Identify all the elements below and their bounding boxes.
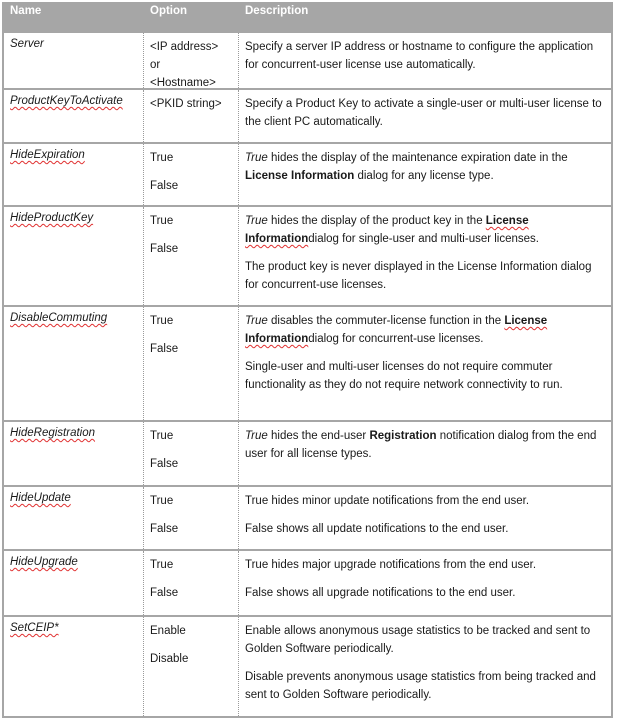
- description-cell: [238, 551, 611, 615]
- description-paragraph: [245, 584, 605, 602]
- description-text: notification dialog from the end user for all license types.: [245, 430, 597, 460]
- option-value: False: [150, 180, 179, 192]
- description-text: hides the display of the maintenance expiration date in the: [267, 152, 568, 164]
- option-value: False: [150, 458, 179, 470]
- option-values-cell: [143, 307, 238, 420]
- option-name: SetCEIP*: [10, 622, 59, 634]
- options-table: [2, 2, 613, 718]
- option-name: HideUpgrade: [10, 556, 78, 568]
- option-value: False: [150, 587, 179, 599]
- value-term: True: [245, 315, 268, 327]
- value-term: True: [245, 430, 268, 442]
- description-text: Single-user and multi-user licenses do not require commuter functionality as they do not require network connectivity to run.: [245, 361, 563, 391]
- option-values-cell: [143, 90, 238, 142]
- table-row: [4, 142, 611, 205]
- description-cell: [238, 422, 611, 485]
- description-paragraph: [245, 492, 605, 510]
- table-row: [4, 420, 611, 485]
- description-paragraph: [245, 95, 605, 131]
- option-name: Server: [10, 38, 44, 50]
- description-paragraph: [245, 258, 605, 294]
- table-row: [4, 205, 611, 305]
- description-cell: [238, 617, 611, 716]
- description-cell: [238, 33, 611, 88]
- option-name-cell: [4, 422, 143, 485]
- option-value: Enable: [150, 625, 186, 637]
- description-paragraph: [245, 668, 605, 704]
- option-value: False: [150, 343, 179, 355]
- description-paragraph: [245, 149, 605, 185]
- table-row: [4, 615, 611, 716]
- option-name: ProductKeyToActivate: [10, 95, 123, 107]
- option-value: True: [150, 430, 174, 442]
- option-name: HideUpdate: [10, 492, 71, 504]
- description-text: False shows all update notifications to the end user.: [245, 523, 509, 535]
- description-text: Specify a Product Key to activate a single-user or multi-user license to the client PC automatically.: [245, 98, 602, 128]
- option-value: <Hostname>: [150, 77, 216, 89]
- description-cell: [238, 90, 611, 142]
- option-value: or: [150, 59, 161, 71]
- option-value: True: [150, 315, 174, 327]
- option-value: True: [150, 152, 174, 164]
- description-paragraph: [245, 622, 605, 658]
- description-paragraph: [245, 38, 605, 74]
- description-text: dialog for single-user and multi-user licenses.: [308, 233, 539, 245]
- option-value: True: [150, 559, 174, 571]
- table-body: [4, 31, 611, 716]
- value-term: True: [245, 215, 268, 227]
- description-text: hides the display of the product key in the: [267, 215, 486, 227]
- ui-term: License Information: [245, 170, 355, 182]
- option-values-cell: [143, 33, 238, 88]
- option-values-cell: [143, 617, 238, 716]
- description-cell: [238, 144, 611, 205]
- option-value: Disable: [150, 653, 189, 665]
- option-value: False: [150, 523, 179, 535]
- description-paragraph: [245, 556, 605, 574]
- option-values-cell: [143, 144, 238, 205]
- description-text: The product key is never displayed in the License Information dialog for concurrent-use licenses.: [245, 261, 592, 291]
- option-name: HideProductKey: [10, 212, 94, 224]
- table-row: [4, 88, 611, 142]
- description-text: hides the end-user: [267, 430, 370, 442]
- description-text: Specify a server IP address or hostname to configure the application for concurrent-user license use automatically.: [245, 41, 594, 71]
- option-name-cell: [4, 207, 143, 305]
- description-text: dialog for any license type.: [354, 170, 494, 182]
- description-text: Enable allows anonymous usage statistics to be tracked and sent to Golden Software periodically.: [245, 625, 591, 655]
- description-text: dialog for concurrent-use licenses.: [308, 333, 484, 345]
- option-values-cell: [143, 422, 238, 485]
- description-paragraph: [245, 358, 605, 394]
- option-name-cell: [4, 33, 143, 88]
- description-cell: [238, 307, 611, 420]
- ui-term: License Information: [245, 215, 529, 245]
- table-row: [4, 305, 611, 420]
- option-values-cell: [143, 487, 238, 549]
- description-paragraph: [245, 312, 605, 348]
- option-value: True: [150, 495, 174, 507]
- option-values-cell: [143, 207, 238, 305]
- description-paragraph: [245, 520, 605, 538]
- table-row: [4, 31, 611, 88]
- ui-term: License Information: [245, 315, 548, 345]
- header-description: Description: [245, 5, 309, 17]
- table-header: [4, 2, 611, 31]
- description-text: Disable prevents anonymous usage statistics from being tracked and sent to Golden Software periodically.: [245, 671, 596, 701]
- header-name: Name: [10, 5, 42, 17]
- description-cell: [238, 487, 611, 549]
- header-option: Option: [150, 5, 188, 17]
- description-text: True hides minor update notifications from the end user.: [245, 495, 530, 507]
- description-text: True hides major upgrade notifications from the end user.: [245, 559, 537, 571]
- option-value: True: [150, 215, 174, 227]
- description-text: False shows all upgrade notifications to the end user.: [245, 587, 516, 599]
- option-value: <PKID string>: [150, 98, 222, 110]
- description-text: disables the commuter-license function in the: [267, 315, 505, 327]
- option-value: False: [150, 243, 179, 255]
- option-name: HideRegistration: [10, 427, 96, 439]
- option-name-cell: [4, 551, 143, 615]
- option-values-cell: [143, 551, 238, 615]
- option-name-cell: [4, 90, 143, 142]
- option-name-cell: [4, 144, 143, 205]
- description-cell: [238, 207, 611, 305]
- table-row: [4, 485, 611, 549]
- option-name-cell: [4, 487, 143, 549]
- table-row: [4, 549, 611, 615]
- description-paragraph: [245, 212, 605, 248]
- description-paragraph: [245, 427, 605, 463]
- option-value: <IP address>: [150, 41, 219, 53]
- option-name-cell: [4, 307, 143, 420]
- ui-term: Registration: [369, 430, 437, 442]
- option-name-cell: [4, 617, 143, 716]
- value-term: True: [245, 152, 268, 164]
- option-name: DisableCommuting: [10, 312, 108, 324]
- option-name: HideExpiration: [10, 149, 85, 161]
